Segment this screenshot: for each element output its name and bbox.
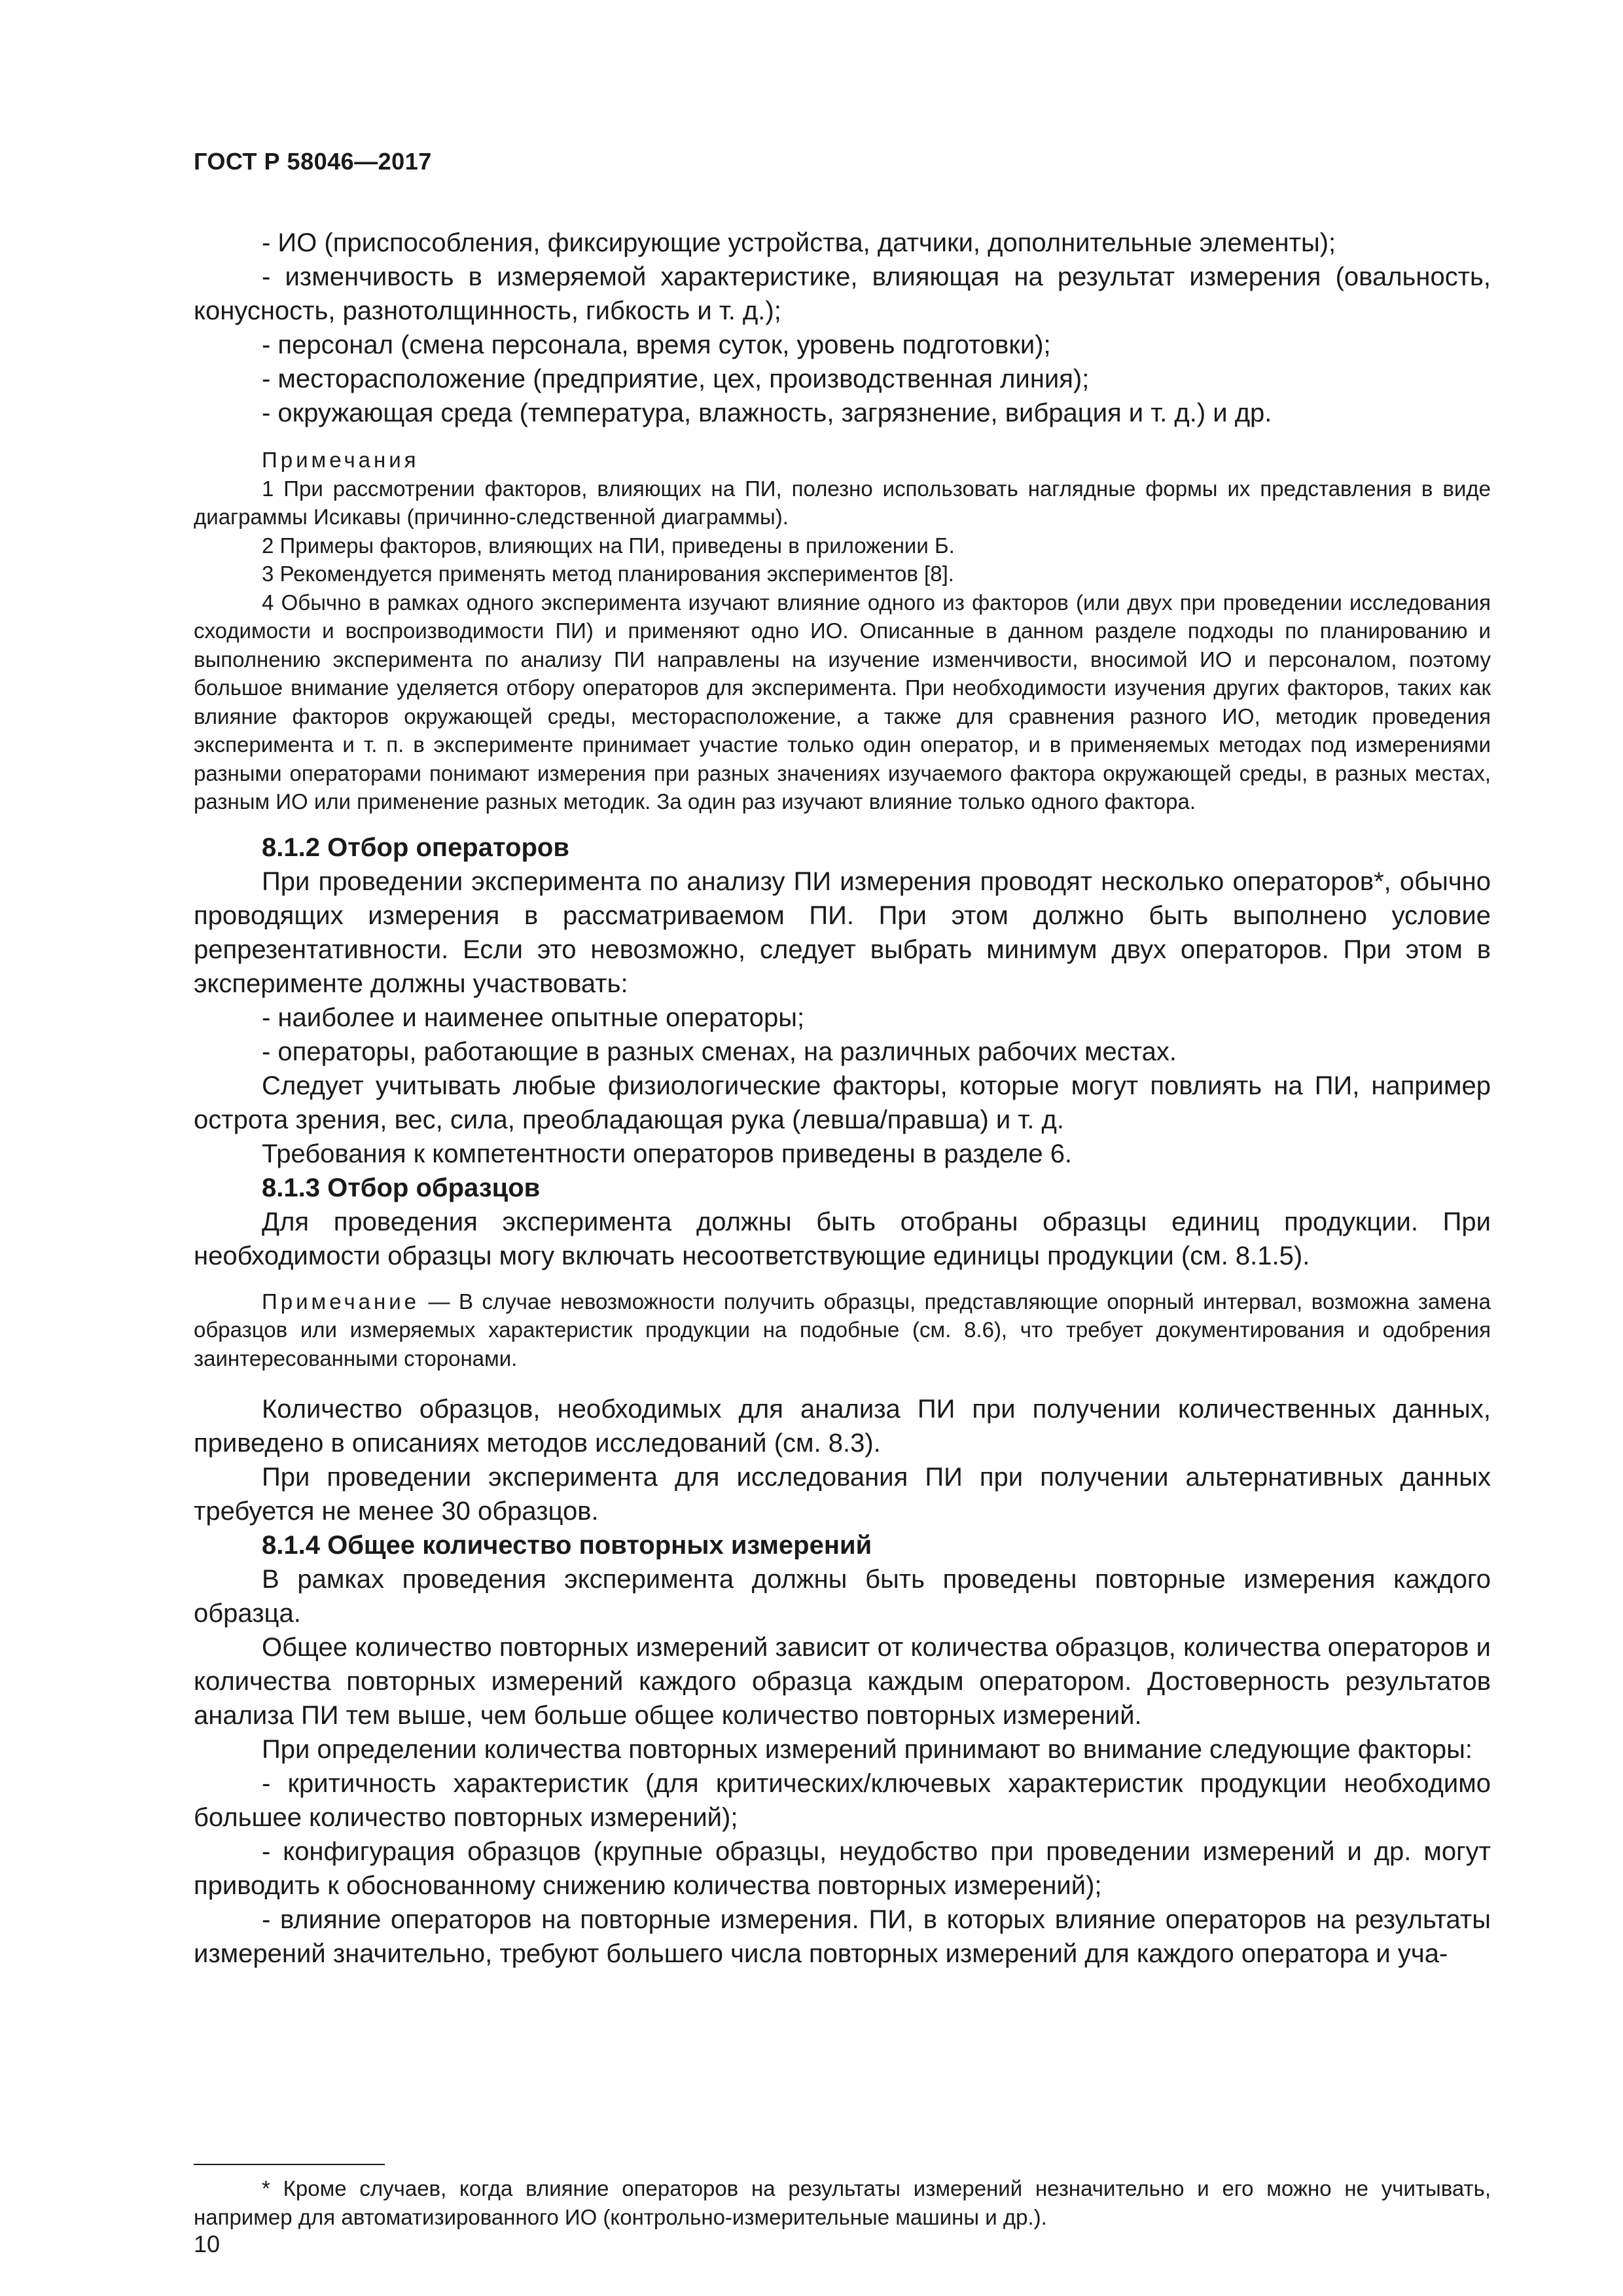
note-item: 2 Примеры факторов, влияющих на ПИ, приведены в приложении Б. — [262, 533, 955, 558]
list-item: - месторасположение (предприятие, цех, производственная линия); — [262, 365, 1090, 393]
page-body — [194, 226, 1491, 1971]
notes-heading: Примечания — [262, 448, 419, 472]
note-item: 1 При рассмотрении факторов, влияющих на ПИ, полезно использовать наглядные формы их представления в виде диаграммы Исикавы (причинно-следственной диаграммы). — [194, 476, 1491, 529]
list-item: - конфигурация образцов (крупные образцы, неудобство при проведении измерений и др. могут приводить к обоснованному снижению количества повторных измерений); — [194, 1837, 1491, 1900]
list-item: - ИО (приспособления, фиксирующие устройства, датчики, дополнительные элементы); — [262, 228, 1336, 257]
footnote: * Кроме случаев, когда влияние операторов на результаты измерений незначительно и его можно не учитывать, например для автоматизированного ИО (контрольно-измерительные машины и др.). — [194, 2176, 1491, 2229]
footnote-separator — [194, 2164, 385, 2165]
note-item: 4 Обычно в рамках одного эксперимента изучают влияние одного из факторов (или двух при проведении исследования сходимости и воспроизводимости ПИ) и применяют одно ИО. Описанные в данном разделе подходы по планированию и выполнению эксперимента по анализу ПИ направлены на изучение изменчивости, вносимой ИО и персоналом, поэтому большое внимание уделяется отбору операторов для эксперимента. При необходимости изучения других факторов, таких как влияние факторов окружающей среды, месторасположение, а также для сравнения разного ИО, методик проведения эксперимента и т. п. в эксперименте принимает участие только один оператор, и в применяемых методах под измерениями разными операторами понимают измерения при разных значениях изучаемого фактора окружающей среды, в разных местах, разным ИО или применение разных методик. За один раз изучают влияние только одного фактора. — [194, 590, 1491, 814]
paragraph: При проведении эксперимента для исследования ПИ при получении альтернативных данных требуется не менее 30 образцов. — [194, 1463, 1491, 1526]
list-item: - наиболее и наименее опытные операторы; — [262, 1003, 805, 1032]
paragraph: Требования к компетентности операторов приведены в разделе 6. — [262, 1139, 1073, 1168]
list-item: - окружающая среда (температура, влажность, загрязнение, вибрация и т. д.) и др. — [262, 399, 1272, 427]
list-item: - критичность характеристик (для критических/ключевых характеристик продукции необходимо большее количество повторных измерений); — [194, 1769, 1491, 1832]
paragraph: Общее количество повторных измерений зависит от количества образцов, количества операторов и количества повторных измерений каждого образца каждым оператором. Достоверность результатов анализа ПИ тем выше, чем больше общее количество повторных измерений. — [194, 1633, 1491, 1730]
note-paragraph — [194, 1287, 1491, 1373]
paragraph: Следует учитывать любые физиологические факторы, которые могут повлиять на ПИ, например острота зрения, вес, сила, преобладающая рука (левша/правша) и т. д. — [194, 1071, 1491, 1134]
paragraph: При определении количества повторных измерений принимают во внимание следующие факторы: — [262, 1735, 1473, 1764]
list-item: - операторы, работающие в разных сменах, на различных рабочих местах. — [262, 1037, 1177, 1066]
note-text: — В случае невозможности получить образцы, представляющие опорный интервал, возможна замена образцов или измеряемых характеристик продукции на подобные (см. 8.6), что требует документирования и одобрения заинтересованными сторонами. — [194, 1289, 1491, 1371]
note-label: Примечание — [262, 1289, 420, 1314]
list-item: - влияние операторов на повторные измерения. ПИ, в которых влияние операторов на результаты измерений значительно, требуют большего числа повторных измерений для каждого оператора и уча- — [194, 1905, 1491, 1968]
section-heading-8-1-3: 8.1.3 Отбор образцов — [262, 1173, 541, 1202]
paragraph: Для проведения эксперимента должны быть отобраны образцы единиц продукции. При необходимости образцы могу включать несоответствующие единицы продукции (см. 8.1.5). — [194, 1207, 1491, 1270]
page-number: 10 — [194, 2231, 221, 2257]
note-item: 3 Рекомендуется применять метод планирования экспериментов [8]. — [262, 562, 954, 586]
list-item: - персонал (смена персонала, время суток, уровень подготовки); — [262, 331, 1051, 359]
paragraph: При проведении эксперимента по анализу ПИ измерения проводят несколько операторов*, обычно проводящих измерения в рассматриваемом ПИ. При этом должно быть выполнено условие репрезентативности. Если это невозможно, следует выбрать минимум двух операторов. При этом в эксперименте должны участвовать: — [194, 867, 1491, 998]
paragraph: В рамках проведения эксперимента должны быть проведены повторные измерения каждого образца. — [194, 1565, 1491, 1628]
section-heading-8-1-4: 8.1.4 Общее количество повторных измерений — [262, 1531, 872, 1560]
document-code: ГОСТ Р 58046—2017 — [194, 148, 432, 175]
paragraph: Количество образцов, необходимых для анализа ПИ при получении количественных данных, приведено в описаниях методов исследований (см. 8.3). — [194, 1395, 1491, 1458]
list-item: - изменчивость в измеряемой характеристике, влияющая на результат измерения (овальность, конусность, разнотолщинность, гибкость и т. д.); — [194, 262, 1491, 325]
section-heading-8-1-2: 8.1.2 Отбор операторов — [262, 833, 569, 862]
